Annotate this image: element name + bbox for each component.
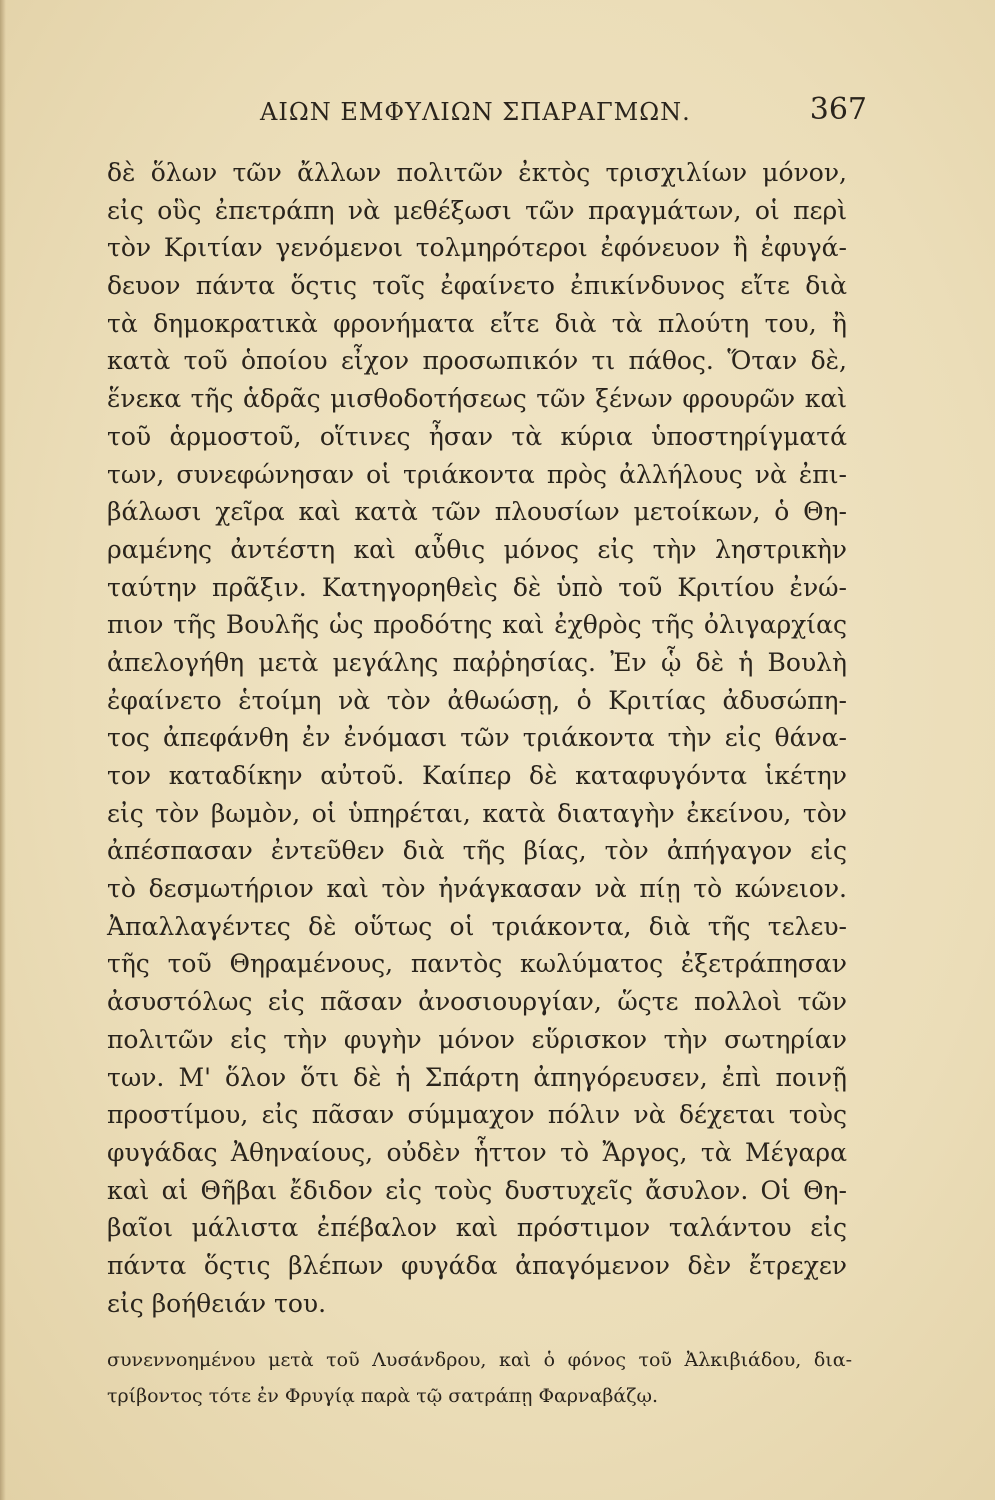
text-line: τοῦ ἁρμοστοῦ, οἵτινες ἦσαν τὰ κύρια ὑποστηρίγματά bbox=[107, 421, 847, 451]
text-line: δευον πάντα ὅςτις τοῖς ἐφαίνετο ἐπικίνδυνος εἴτε διὰ bbox=[107, 271, 847, 301]
page-number: 367 bbox=[809, 92, 867, 127]
text-line: κατὰ τοῦ ὁποίου εἶχον προσωπικόν τι πάθος. Ὅταν δὲ, bbox=[107, 346, 847, 376]
text-line: δὲ ὅλων τῶν ἄλλων πολιτῶν ἐκτὸς τρισχιλίων μόνον, bbox=[107, 158, 847, 187]
text-line: ἕνεκα τῆς ἁδρᾶς μισθοδοτήσεως τῶν ξένων φρουρῶν καὶ bbox=[107, 384, 847, 414]
running-title: ΑΙΩΝ ΕΜΦΥΛΙΩΝ ΣΠΑΡΑΓΜΩΝ. bbox=[260, 98, 691, 126]
text-line: τῆς τοῦ Θηραμένους, παντὸς κωλύματος ἐξετράπησαν bbox=[107, 949, 847, 979]
text-line: ἀσυστόλως εἰς πᾶσαν ἀνοσιουργίαν, ὥςτε πολλοὶ τῶν bbox=[107, 987, 847, 1017]
text-line: τὰ δημοκρατικὰ φρονήματα εἴτε διὰ τὰ πλούτη του, ἢ bbox=[107, 308, 847, 338]
footnote-line: συνεννοημένου μετὰ τοῦ Λυσάνδρου, καὶ ὁ φόνος τοῦ Ἀλκιβιάδου, δια- bbox=[107, 1349, 852, 1371]
page-edge-shadow bbox=[0, 0, 6, 1500]
text-line: τος ἀπεφάνθη ἐν ἐνόμασι τῶν τριάκοντα τὴν εἰς θάνα- bbox=[107, 723, 847, 753]
text-line: εἰς βοήθειάν του. bbox=[107, 1288, 327, 1318]
text-line: βαῖοι μάλιστα ἐπέβαλον καὶ πρόστιμον ταλάντου εἰς bbox=[107, 1213, 847, 1243]
text-line: εἰς τὸν βωμὸν, οἱ ὑπηρέται, κατὰ διαταγὴν ἐκείνου, τὸν bbox=[107, 798, 847, 828]
text-line: εἰς οὓς ἐπετράπη νὰ μεθέξωσι τῶν πραγμάτων, οἱ περὶ bbox=[107, 195, 847, 225]
text-line: των. Μ' ὅλον ὅτι δὲ ἡ Σπάρτη ἀπηγόρευσεν, ἐπὶ ποινῇ bbox=[107, 1062, 847, 1092]
text-line: καὶ αἱ Θῆβαι ἔδιδον εἰς τοὺς δυστυχεῖς ἄσυλον. Οἱ Θη- bbox=[107, 1175, 847, 1205]
text-line: τὸν Κριτίαν γενόμενοι τολμηρότεροι ἐφόνευον ἢ ἐφυγά- bbox=[107, 233, 847, 263]
footnote-line: τρίβοντος τότε ἐν Φρυγίᾳ παρὰ τῷ σατράπῃ Φαρναβάζῳ. bbox=[107, 1385, 659, 1407]
text-line: ἐφαίνετο ἑτοίμη νὰ τὸν ἀθωώσῃ, ὁ Κριτίας ἀδυσώπη- bbox=[107, 685, 847, 715]
text-line: ταύτην πρᾶξιν. Κατηγορηθεὶς δὲ ὑπὸ τοῦ Κριτίου ἐνώ- bbox=[107, 572, 847, 602]
text-line: βάλωσι χεῖρα καὶ κατὰ τῶν πλουσίων μετοίκων, ὁ Θη- bbox=[107, 497, 847, 527]
text-line: ἀπελογήθη μετὰ μεγάλης παῤῥησίας. Ἐν ᾧ δὲ ἡ Βουλὴ bbox=[107, 647, 847, 677]
text-line: τὸ δεσμωτήριον καὶ τὸν ἠνάγκασαν νὰ πίῃ τὸ κώνειον. bbox=[107, 874, 847, 904]
text-line: φυγάδας Ἀθηναίους, οὐδὲν ἧττον τὸ Ἄργος, τὰ Μέγαρα bbox=[107, 1137, 847, 1167]
text-line: πάντα ὅςτις βλέπων φυγάδα ἀπαγόμενον δὲν ἔτρεχεν bbox=[107, 1250, 847, 1280]
text-line: πολιτῶν εἰς τὴν φυγὴν μόνον εὕρισκον τὴν σωτηρίαν bbox=[107, 1024, 847, 1054]
text-line: ἀπέσπασαν ἐντεῦθεν διὰ τῆς βίας, τὸν ἀπήγαγον εἰς bbox=[107, 836, 847, 866]
text-line: Ἀπαλλαγέντες δὲ οὕτως οἱ τριάκοντα, διὰ τῆς τελευ- bbox=[107, 911, 847, 941]
main-text bbox=[107, 154, 847, 1322]
text-line: τον καταδίκην αὐτοῦ. Καίπερ δὲ καταφυγόντα ἱκέτην bbox=[107, 761, 847, 790]
footnote bbox=[107, 1342, 852, 1414]
text-line: ραμένης ἀντέστη καὶ αὖθις μόνος εἰς τὴν ληστρικὴν bbox=[107, 534, 847, 564]
text-line: προστίμου, εἰς πᾶσαν σύμμαχον πόλιν νὰ δέχεται τοὺς bbox=[107, 1100, 847, 1130]
text-line: των, συνεφώνησαν οἱ τριάκοντα πρὸς ἀλλήλους νὰ ἐπι- bbox=[107, 459, 847, 489]
text-line: πιον τῆς Βουλῆς ὡς προδότης καὶ ἐχθρὸς τῆς ὀλιγαρχίας bbox=[107, 610, 847, 640]
